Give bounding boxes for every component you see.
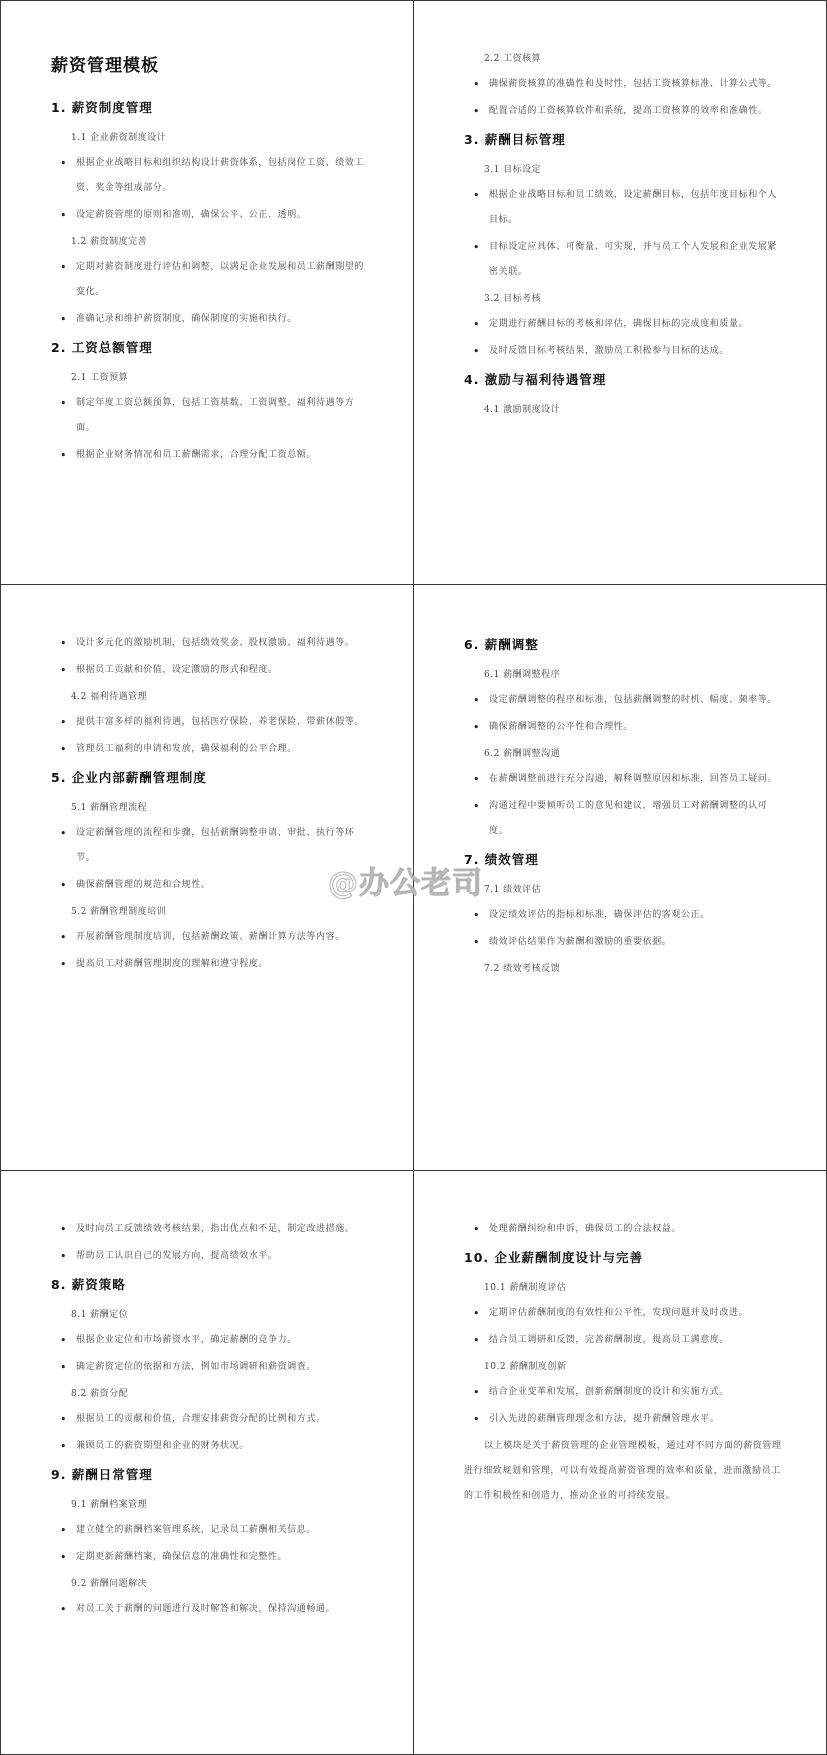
bullet-item: • 定期进行薪酬目标的考核和评估，确保目标的完成度和质量。 [489, 312, 784, 337]
subsection-heading: 7.2 绩效考核反馈 [484, 964, 561, 974]
bullet-item: • 根据企业战略目标和员工绩效，设定薪酬目标，包括年度目标和个人目标。 [489, 183, 784, 233]
subsection-heading: 6.2 薪酬调整沟通 [484, 749, 561, 759]
page-1-content [51, 51, 371, 474]
bullet-item: • 及时反馈目标考核结果，激励员工积极参与目标的达成。 [489, 339, 784, 364]
subsection-heading: 1.1 企业薪资制度设计 [71, 133, 167, 143]
subsection-heading: 10.2 薪酬制度创新 [484, 1362, 567, 1372]
section-heading: 4. 激励与福利待遇管理 [464, 372, 607, 387]
bullet-item: • 设定薪酬调整的程序和标准，包括薪酬调整的时机、幅度、频率等。 [489, 688, 784, 713]
bullet-item: • 确保薪酬调整的公平性和合理性。 [489, 715, 784, 740]
bullet-item: • 配置合适的工资核算软件和系统，提高工资核算的效率和准确性。 [489, 99, 784, 124]
bullet-item: • 确定薪资定位的依据和方法，例如市场调研和薪资调查。 [76, 1355, 371, 1380]
section-heading: 8. 薪资策略 [51, 1277, 126, 1292]
page-6 [413, 1170, 827, 1755]
bullet-item: • 根据企业财务情况和员工薪酬需求，合理分配工资总额。 [76, 443, 371, 468]
bullet-item: • 对员工关于薪酬的问题进行及时解答和解决，保持沟通畅通。 [76, 1597, 371, 1622]
bullet-item: • 结合企业变革和发展，创新薪酬制度的设计和实施方式。 [489, 1380, 784, 1405]
section-heading: 5. 企业内部薪酬管理制度 [51, 770, 207, 785]
page-2-content [464, 51, 784, 427]
bullet-item: • 提供丰富多样的福利待遇，包括医疗保险、养老保险、带薪休假等。 [76, 710, 371, 735]
bullet-item: • 提高员工对薪酬管理制度的理解和遵守程度。 [76, 952, 371, 977]
subsection-heading: 10.1 薪酬制度评估 [484, 1283, 567, 1293]
page-2 [413, 0, 827, 586]
subsection-heading: 4.2 福利待遇管理 [71, 692, 148, 702]
bullet-item: • 根据员工贡献和价值，设定激励的形式和程度。 [76, 658, 371, 683]
section-heading: 7. 绩效管理 [464, 852, 539, 867]
bullet-item: • 帮助员工认识自己的发展方向，提高绩效水平。 [76, 1244, 371, 1269]
subsection-heading: 8.1 薪酬定位 [71, 1310, 129, 1320]
page-3 [0, 584, 415, 1172]
bullet-item: • 设计多元化的激励机制，包括绩效奖金、股权激励、福利待遇等。 [76, 631, 371, 656]
bullet-item: • 根据员工的贡献和价值，合理安排薪资分配的比例和方式。 [76, 1407, 371, 1432]
bullet-item: • 定期更新薪酬档案，确保信息的准确性和完整性。 [76, 1545, 371, 1570]
bullet-item: • 确保薪资核算的准确性和及时性，包括工资核算标准、计算公式等。 [489, 72, 784, 97]
bullet-item: • 设定薪酬管理的流程和步骤，包括薪酬调整申请、审批、执行等环节。 [76, 821, 371, 871]
bullet-item: • 沟通过程中要倾听员工的意见和建议，增强员工对薪酬调整的认可度。 [489, 794, 784, 844]
subsection-heading: 2.2 工资核算 [484, 54, 542, 64]
document-title: 薪资管理模板 [51, 56, 159, 76]
subsection-heading: 4.1 激励制度设计 [484, 405, 561, 415]
bullet-item: • 引入先进的薪酬管理理念和方法，提升薪酬管理水平。 [489, 1407, 784, 1432]
bullet-item: • 根据企业战略目标和组织结构设计薪资体系，包括岗位工资、绩效工资、奖金等组成部分。 [76, 151, 371, 201]
subsection-heading: 3.1 目标设定 [484, 165, 542, 175]
section-heading: 1. 薪资制度管理 [51, 100, 153, 115]
page-6-content [464, 1221, 784, 1509]
bullet-item: • 处理薪酬纠纷和申诉，确保员工的合法权益。 [489, 1217, 784, 1242]
subsection-heading: 1.2 薪资制度完善 [71, 237, 148, 247]
section-heading: 9. 薪酬日常管理 [51, 1467, 153, 1482]
bullet-item: • 确保薪酬管理的规范和合规性。 [76, 873, 371, 898]
subsection-heading: 3.2 目标考核 [484, 294, 542, 304]
section-heading: 6. 薪酬调整 [464, 637, 539, 652]
page-5-content [51, 1221, 371, 1628]
page-4 [413, 584, 827, 1172]
bullet-item: • 兼顾员工的薪资期望和企业的财务状况。 [76, 1434, 371, 1459]
bullet-item: • 开展薪酬管理制度培训，包括薪酬政策、薪酬计算方法等内容。 [76, 925, 371, 950]
subsection-heading: 7.1 绩效评估 [484, 885, 542, 895]
subsection-heading: 5.1 薪酬管理流程 [71, 803, 148, 813]
subsection-heading: 8.2 薪资分配 [71, 1389, 129, 1399]
subsection-heading: 9.1 薪酬档案管理 [71, 1500, 148, 1510]
bullet-item: • 结合员工调研和反馈，完善薪酬制度，提高员工满意度。 [489, 1328, 784, 1353]
subsection-heading: 5.2 薪酬管理制度培训 [71, 907, 167, 917]
bullet-item: • 定期评估薪酬制度的有效性和公平性，发现问题并及时改进。 [489, 1301, 784, 1326]
subsection-heading: 9.2 薪酬问题解决 [71, 1579, 148, 1589]
page-1 [0, 0, 415, 586]
section-heading: 3. 薪酬目标管理 [464, 132, 566, 147]
bullet-item: • 在薪酬调整前进行充分沟通，解释调整原因和标准，回答员工疑问。 [489, 767, 784, 792]
bullet-item: • 制定年度工资总额预算，包括工资基数、工资调整、福利待遇等方面。 [76, 391, 371, 441]
page-5 [0, 1170, 415, 1755]
bullet-item: • 根据企业定位和市场薪资水平，确定薪酬的竞争力。 [76, 1328, 371, 1353]
section-heading: 10. 企业薪酬制度设计与完善 [464, 1250, 643, 1265]
bullet-item: • 绩效评估结果作为薪酬和激励的重要依据。 [489, 930, 784, 955]
watermark-text: @办公老司 [328, 866, 483, 901]
bullet-item: • 建立健全的薪酬档案管理系统，记录员工薪酬相关信息。 [76, 1518, 371, 1543]
section-heading: 2. 工资总额管理 [51, 340, 153, 355]
bullet-item: • 目标设定应具体、可衡量、可实现，并与员工个人发展和企业发展紧密关联。 [489, 235, 784, 285]
bullet-item: • 准确记录和维护薪资制度，确保制度的实施和执行。 [76, 307, 371, 332]
subsection-heading: 6.1 薪酬调整程序 [484, 670, 561, 680]
bullet-item: • 定期对薪资制度进行评估和调整，以满足企业发展和员工薪酬期望的变化。 [76, 255, 371, 305]
subsection-heading: 2.1 工资预算 [71, 373, 129, 383]
bullet-item: • 及时向员工反馈绩效考核结果，指出优点和不足，制定改进措施。 [76, 1217, 371, 1242]
closing-paragraph: 以上模块是关于薪资管理的企业管理模板，通过对不同方面的薪资管理进行细致规划和管理，可以有效提高薪资管理的效率和质量，进而激励员工的工作积极性和创造力，推动企业的可持续发展。 [464, 1441, 782, 1501]
page-3-content [51, 635, 371, 983]
bullet-item: • 设定薪资管理的原则和准则，确保公平、公正、透明。 [76, 203, 371, 228]
page-4-content [464, 635, 784, 986]
bullet-item: • 设定绩效评估的指标和标准，确保评估的客观公正。 [489, 903, 784, 928]
bullet-item: • 管理员工福利的申请和发放，确保福利的公平合理。 [76, 737, 371, 762]
